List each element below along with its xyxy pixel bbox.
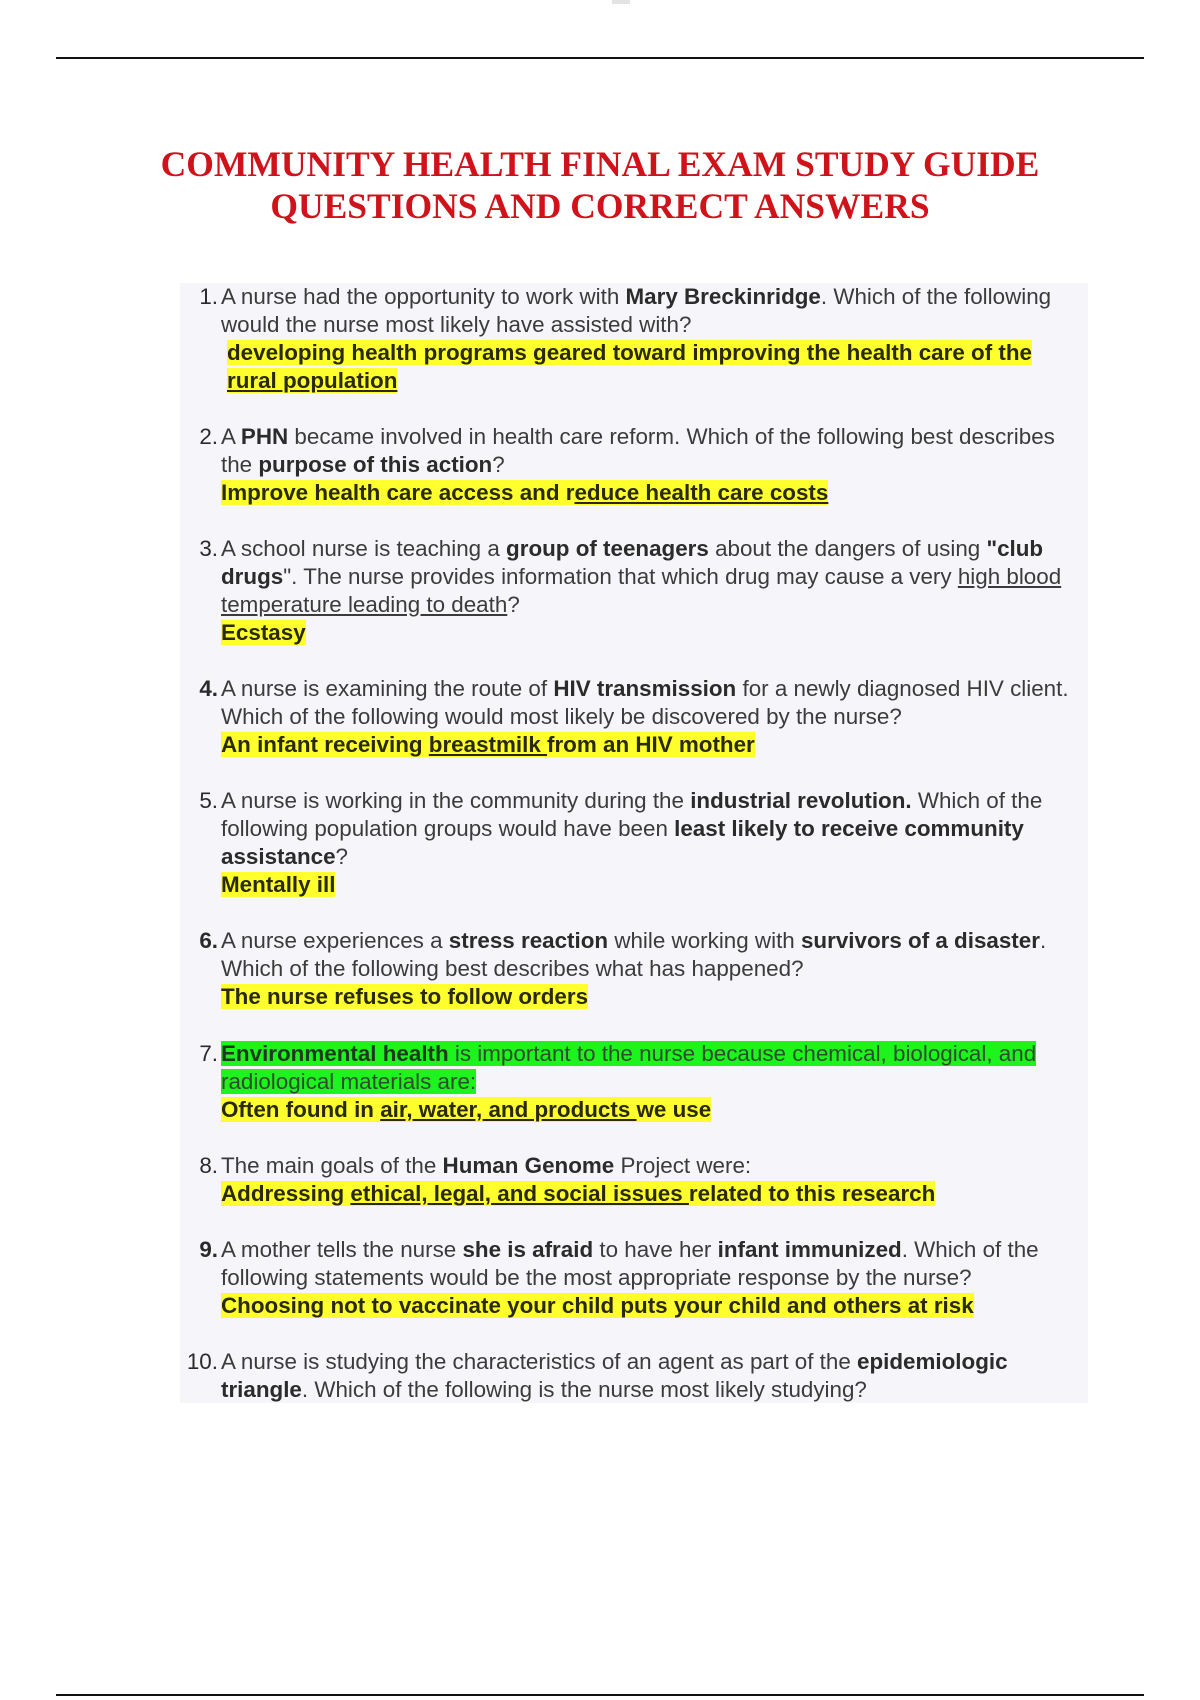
question-number: 7. xyxy=(199,1041,218,1066)
question-item-8 xyxy=(180,1152,1080,1208)
answer-text: Improve health care access and reduce health care costs xyxy=(221,480,829,505)
answer-text: Mentally ill xyxy=(221,872,336,897)
question-text: A nurse is examining the route of HIV transmission for a newly diagnosed HIV client. Which of the following would most likely be discovered by the nurse? xyxy=(221,676,1069,729)
question-item-6 xyxy=(180,927,1080,1011)
question-item-4 xyxy=(180,675,1080,759)
question-number: 8. xyxy=(199,1153,218,1178)
question-number: 10. xyxy=(186,1349,218,1374)
question-text: A mother tells the nurse she is afraid to have her infant immunized. Which of the following statements would be the most appropriate response by the nurse? xyxy=(221,1237,1039,1290)
answer-text: The nurse refuses to follow orders xyxy=(221,984,589,1009)
question-number: 6. xyxy=(199,928,218,953)
answer-text: Often found in air, water, and products we use xyxy=(221,1097,712,1122)
question-text: A school nurse is teaching a group of teenagers about the dangers of using "club drugs". The nurse provides information that which drug may cause a very high blood temperature leading to death? xyxy=(221,536,1062,617)
footer-rule xyxy=(56,1694,1144,1696)
title-line-2: QUESTIONS AND CORRECT ANSWERS xyxy=(270,186,930,226)
answer-text: Choosing not to vaccinate your child puts your child and others at risk xyxy=(221,1293,974,1318)
answer-text: An infant receiving breastmilk from an HIV mother xyxy=(221,732,755,757)
header-rule xyxy=(56,57,1144,59)
question-text: A nurse is working in the community during the industrial revolution. Which of the following population groups would have been least likely to receive community assistance? xyxy=(221,788,1043,869)
question-number: 4. xyxy=(199,676,218,701)
document-title xyxy=(60,143,1140,227)
question-number: 5. xyxy=(199,788,218,813)
answer-text: developing health programs geared toward improving the health care of the rural population xyxy=(227,340,1032,393)
question-item-7 xyxy=(180,1040,1080,1124)
questions-panel xyxy=(180,283,1088,1403)
question-item-5 xyxy=(180,787,1080,899)
answer-text: Ecstasy xyxy=(221,620,306,645)
question-item-10 xyxy=(180,1348,1080,1404)
question-text: The main goals of the Human Genome Project were: xyxy=(221,1153,752,1178)
question-number: 9. xyxy=(199,1237,218,1262)
page-top-mark xyxy=(612,0,630,4)
question-item-9 xyxy=(180,1236,1080,1320)
question-item-3 xyxy=(180,535,1080,647)
question-item-1 xyxy=(180,283,1080,395)
title-line-1: COMMUNITY HEALTH FINAL EXAM STUDY GUIDE xyxy=(160,144,1040,184)
question-text: Environmental health is important to the nurse because chemical, biological, and radiological materials are: xyxy=(221,1041,1037,1094)
question-text: A nurse had the opportunity to work with Mary Breckinridge. Which of the following would the nurse most likely have assisted with? xyxy=(221,284,1052,337)
question-item-2 xyxy=(180,423,1080,507)
question-text: A nurse is studying the characteristics of an agent as part of the epidemiologic triangle. Which of the following is the nurse most likely studying? xyxy=(221,1349,1008,1402)
question-text: A nurse experiences a stress reaction while working with survivors of a disaster. Which of the following best describes what has happened? xyxy=(221,928,1047,981)
question-text: A PHN became involved in health care reform. Which of the following best describes the purpose of this action? xyxy=(221,424,1055,477)
question-number: 2. xyxy=(199,424,218,449)
question-number: 3. xyxy=(199,536,218,561)
answer-text: Addressing ethical, legal, and social issues related to this research xyxy=(221,1181,936,1206)
question-number: 1. xyxy=(199,284,218,309)
